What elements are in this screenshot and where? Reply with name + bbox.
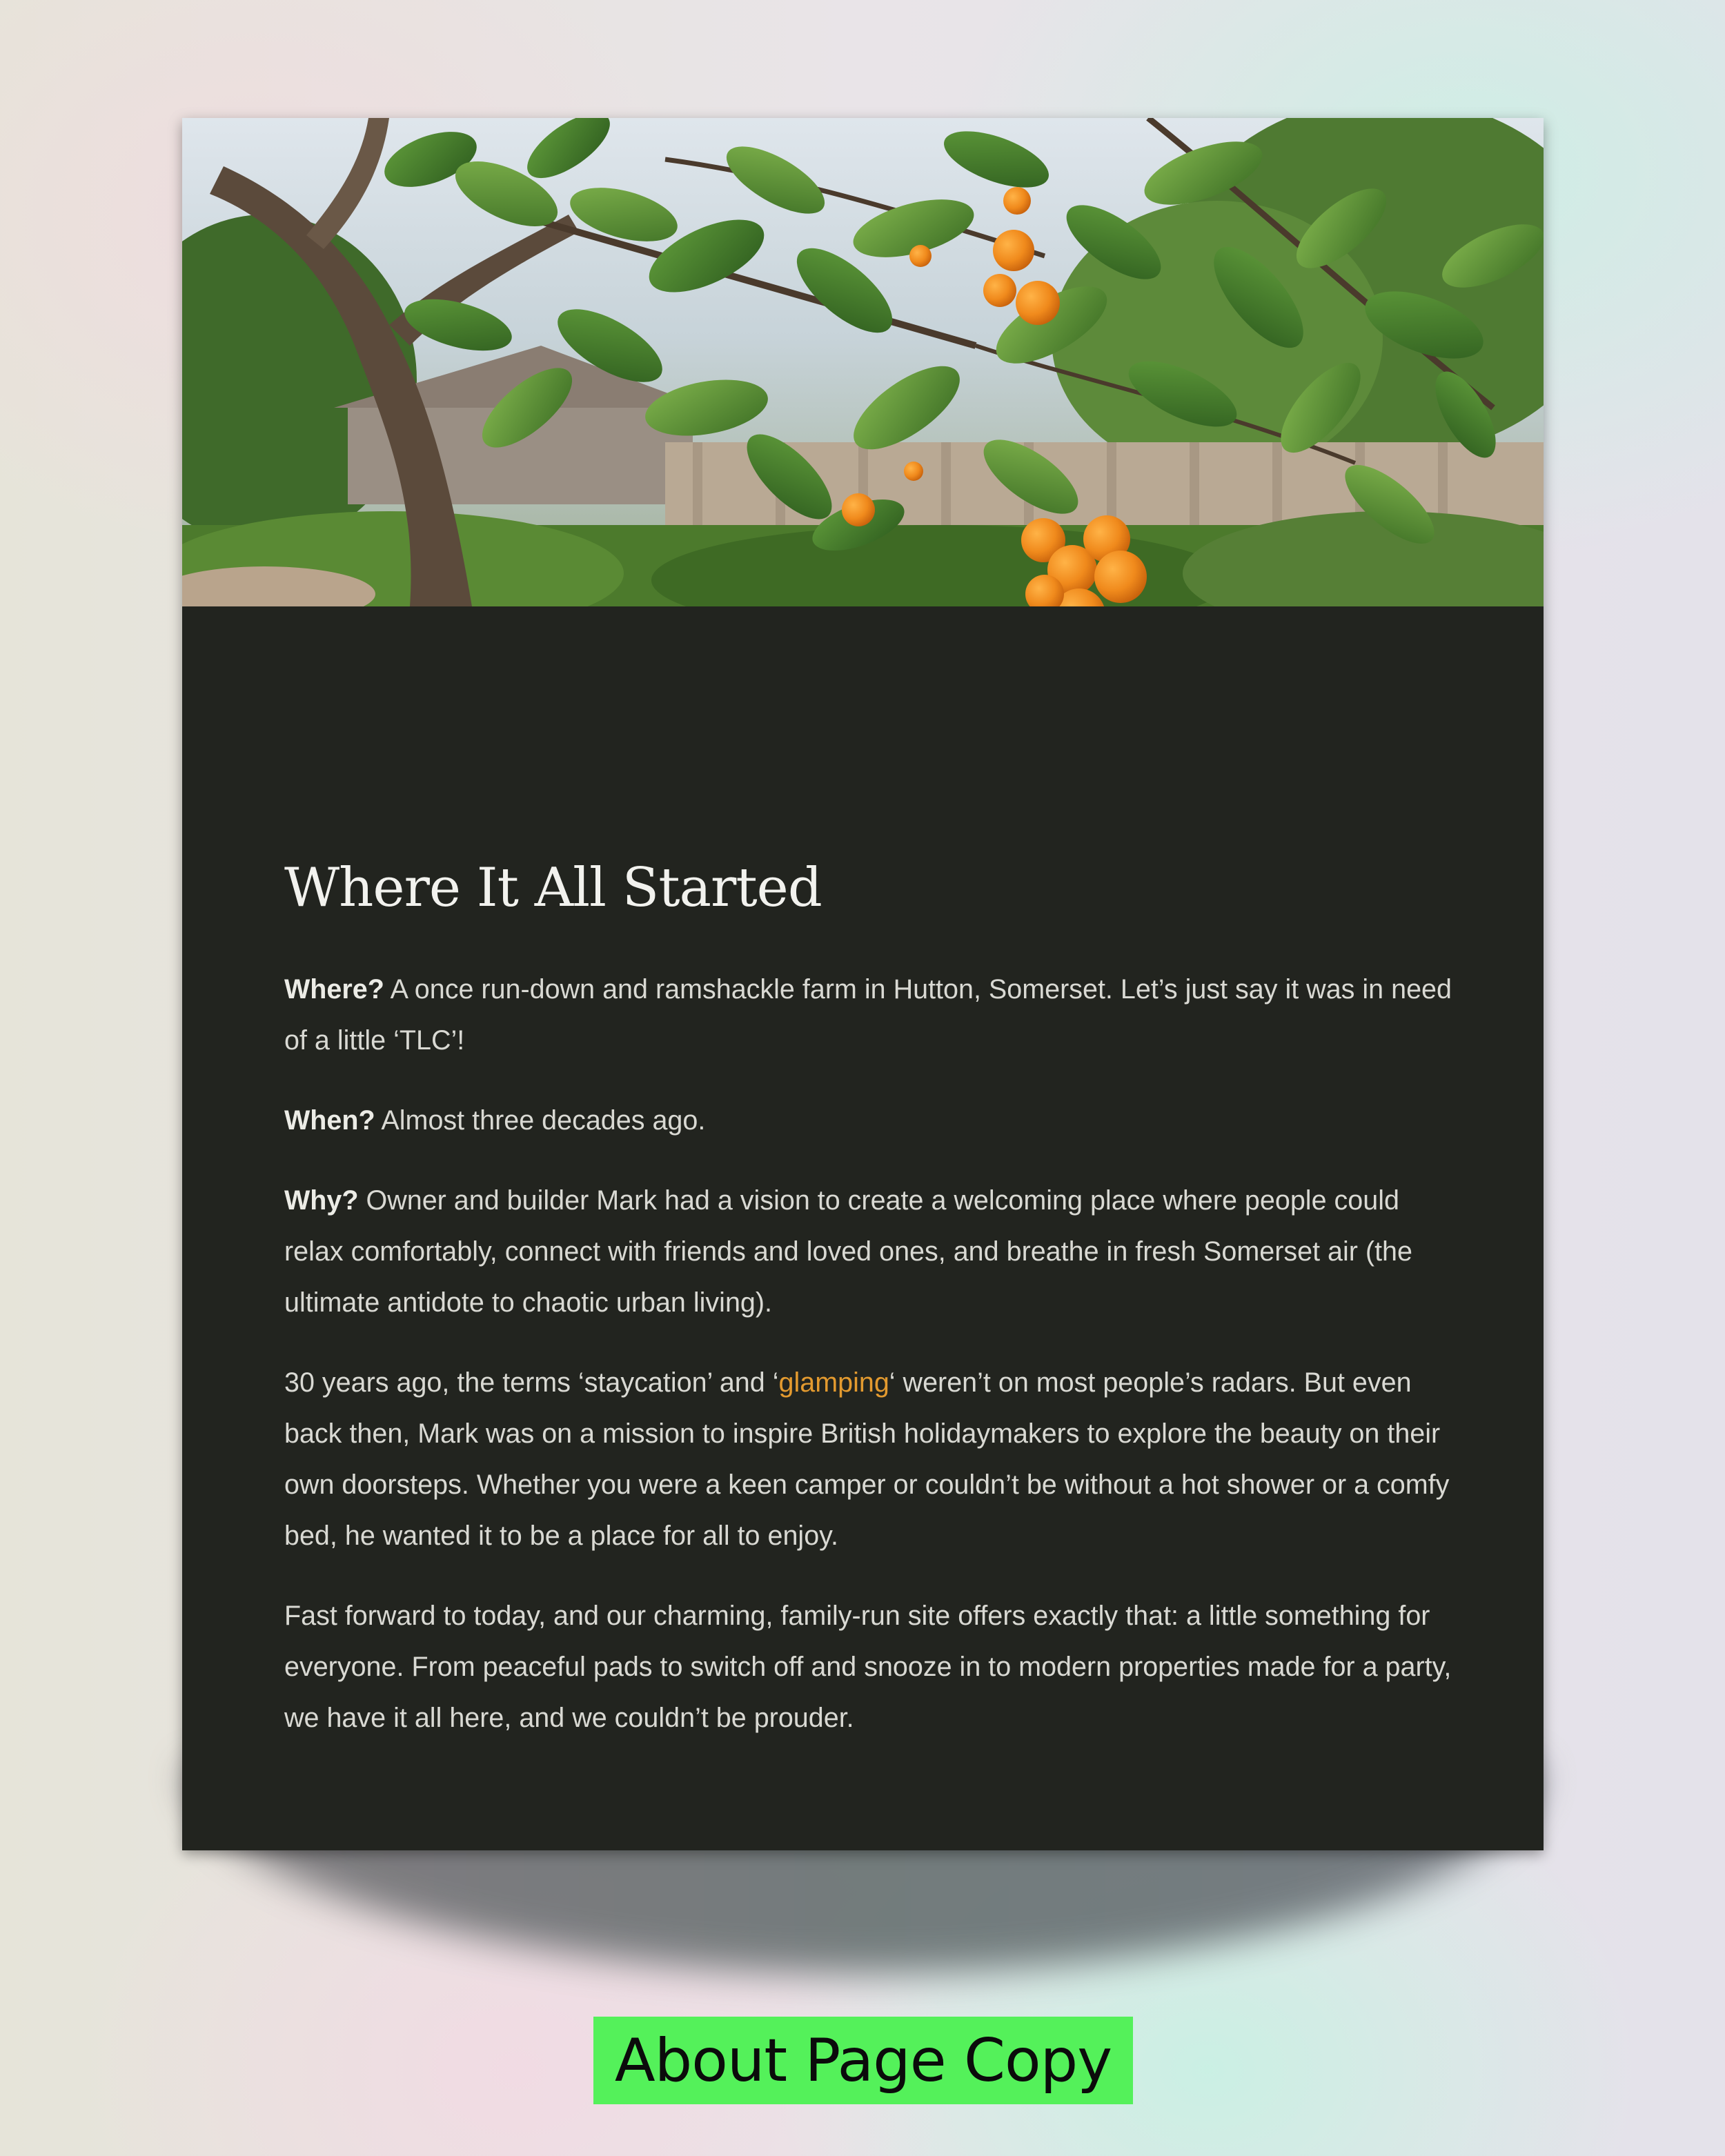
why-text: Owner and builder Mark had a vision to create a welcoming place where people could relax comfortably, connect with friends and loved ones, and breathe in fresh Somerset air (the ultimate antidote to chaotic urban living). [284, 1185, 1412, 1318]
about-page-card [182, 118, 1544, 1850]
when-text: Almost three decades ago. [375, 1105, 706, 1136]
why-paragraph [284, 1175, 1457, 1328]
when-label: When? [284, 1105, 375, 1136]
caption-label [593, 2017, 1133, 2104]
today-paragraph: Fast forward to today, and our charming, family-run site offers exactly that: a little something for everyone. From peaceful pads to switch off and snooze in to modern properties made for a party, we have it all here, and we couldn’t be prouder. [284, 1600, 1452, 1733]
article-content [284, 856, 1457, 1772]
history-paragraph [284, 1357, 1457, 1561]
glamping-link[interactable]: glamping [778, 1367, 889, 1398]
why-label: Why? [284, 1185, 359, 1216]
caption-text: About Page Copy [614, 2026, 1112, 2095]
where-text: A once run-down and ramshackle farm in Hutton, Somerset. Let’s just say it was in need of a little ‘TLC’! [284, 973, 1452, 1056]
page-title: Where It All Started [284, 857, 822, 919]
where-label: Where? [284, 973, 384, 1005]
where-paragraph [284, 964, 1457, 1066]
hero-image [182, 118, 1544, 606]
history-text-end: ‘ weren’t on most people’s radars. But even back then, Mark was on a mission to inspire British holidaymakers to explore the beauty on their own doorsteps. Whether you were a keen camper or couldn’t be without a hot shower or a comfy bed, he wanted it to be a place for all to enjoy. [284, 1367, 1450, 1551]
when-paragraph [284, 1095, 1457, 1146]
history-text-start: 30 years ago, the terms ‘staycation’ and ‘ [284, 1367, 779, 1398]
